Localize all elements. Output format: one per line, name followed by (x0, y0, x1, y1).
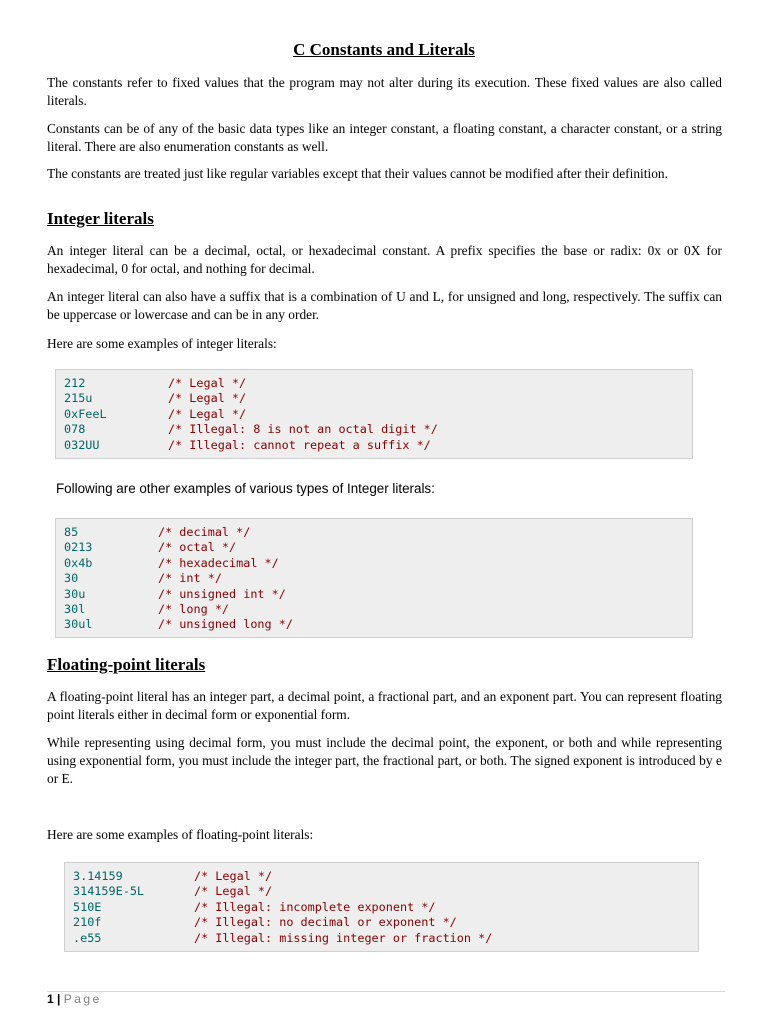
code-comment: /* Legal */ (168, 406, 247, 421)
integer-paragraph: An integer literal can also have a suffix that is a combination of U and L, for unsigned and long, respectively. The suffix can be uppercase or lowercase and can be in any order. (47, 289, 722, 322)
page-number: 1 (47, 992, 54, 1006)
code-comment: /* int */ (158, 571, 222, 586)
code-line (73, 884, 690, 899)
code-literal: 0x4b (64, 555, 93, 570)
code-comment: /* decimal */ (158, 525, 251, 539)
code-comment: /* Illegal: 8 is not an octal digit */ (168, 422, 438, 437)
code-line (64, 438, 684, 453)
code-line (64, 617, 684, 632)
code-literal: 3.14159 (73, 869, 123, 883)
code-literal: 078 (64, 422, 86, 437)
footer-divider (47, 991, 725, 992)
integer-types-code-block (55, 518, 693, 638)
code-line (73, 915, 690, 930)
code-literal: 30ul (64, 617, 93, 632)
integer-examples-code-block (55, 369, 693, 459)
code-literal: 215u (64, 391, 93, 406)
code-literal: 30u (64, 586, 86, 601)
code-comment: /* Legal */ (194, 869, 273, 883)
integer-literals-heading: Integer literals (47, 209, 154, 228)
code-line (64, 391, 684, 406)
integer-paragraph: An integer literal can be a decimal, octal, or hexadecimal constant. A prefix specifies the base or radix: 0x or 0X for hexadecimal, 0 for octal, and nothing for decimal. (47, 243, 722, 276)
code-literal: 032UU (64, 437, 100, 452)
intro-paragraph: The constants refer to fixed values that the program may not alter during its execution. These fixed values are also called literals. (47, 75, 722, 108)
code-literal: 30 (64, 571, 79, 586)
code-comment: /* Illegal: cannot repeat a suffix */ (168, 437, 431, 452)
float-paragraph: Here are some examples of floating-point literals: (47, 827, 314, 842)
code-comment: /* octal */ (158, 540, 237, 555)
code-literal: 0xFeeL (64, 406, 107, 421)
code-line (64, 407, 684, 422)
code-comment: /* Illegal: missing integer or fraction */ (194, 930, 493, 945)
float-examples-code-block (64, 862, 699, 952)
code-literal: 510E (73, 899, 102, 914)
integer-paragraph: Here are some examples of integer literals: (47, 336, 277, 351)
code-line (73, 869, 690, 884)
code-literal: 0213 (64, 540, 93, 555)
page-label: Page (63, 992, 102, 1006)
code-literal: 314159E-5L (73, 884, 145, 899)
intro-paragraph: The constants are treated just like regular variables except that their values cannot be modified after their definition. (47, 166, 668, 181)
code-comment: /* long */ (158, 601, 230, 616)
code-literal: .e55 (73, 930, 102, 945)
code-line (64, 602, 684, 617)
page-title: C Constants and Literals (293, 40, 475, 59)
other-examples-note: Following are other examples of various types of Integer literals: (56, 481, 435, 496)
code-line (73, 900, 690, 915)
footer-separator: | (57, 992, 61, 1006)
code-line (64, 540, 684, 555)
code-comment: /* unsigned int */ (158, 586, 286, 601)
float-paragraph: A floating-point literal has an integer part, a decimal point, a fractional part, and an exponent part. You can represent floating point literals either in decimal form or exponential form. (47, 689, 722, 722)
page-footer (47, 992, 102, 1006)
code-literal: 85 (64, 525, 79, 539)
code-literal: 210f (73, 915, 102, 930)
code-literal: 212 (64, 376, 86, 390)
code-comment: /* unsigned long */ (158, 617, 293, 632)
code-comment: /* Legal */ (194, 884, 273, 899)
code-line (64, 556, 684, 571)
code-comment: /* Illegal: incomplete exponent */ (194, 899, 436, 914)
floating-point-literals-heading: Floating-point literals (47, 655, 206, 674)
code-line (64, 376, 684, 391)
float-paragraph: While representing using decimal form, you must include the decimal point, the exponent, or both and while representing using exponential form, you must include the integer part, the fractional part, or both. The signed exponent is introduced by e or E. (47, 735, 722, 786)
code-comment: /* Legal */ (168, 391, 247, 406)
code-comment: /* Legal */ (168, 376, 247, 390)
code-line (64, 587, 684, 602)
intro-paragraph: Constants can be of any of the basic data types like an integer constant, a floating constant, a character constant, or a string literal. There are also enumeration constants as well. (47, 121, 722, 154)
code-comment: /* hexadecimal */ (158, 555, 279, 570)
code-line (73, 931, 690, 946)
code-line (64, 422, 684, 437)
code-literal: 30l (64, 601, 86, 616)
code-line (64, 525, 684, 540)
code-comment: /* Illegal: no decimal or exponent */ (194, 915, 457, 930)
code-line (64, 571, 684, 586)
